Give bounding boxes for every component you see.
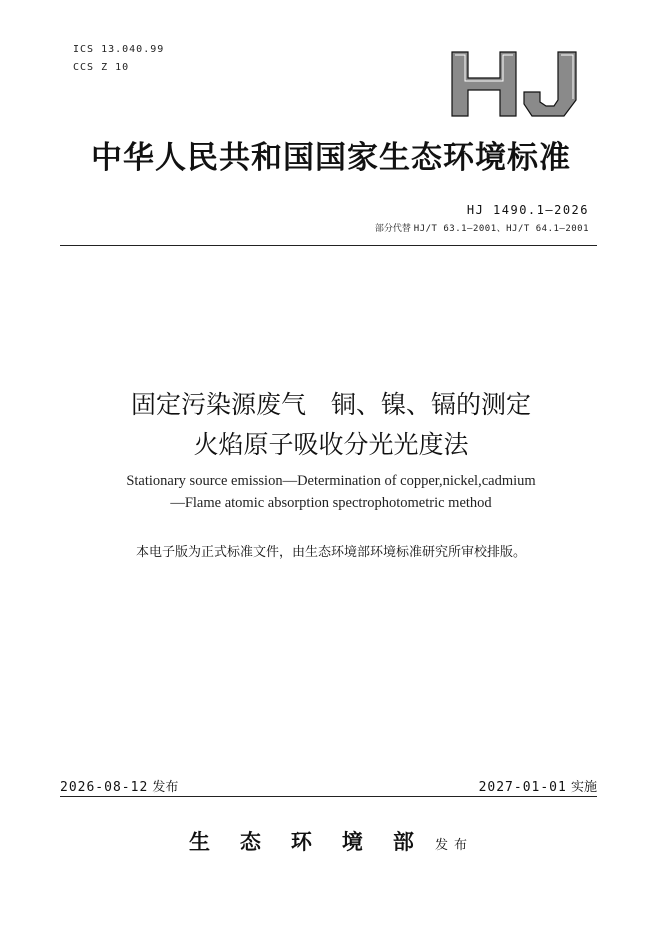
title-en-line-1: Stationary source emission—Determination of copper,nickel,cadmium: [126, 473, 536, 489]
issue-label: 发布: [152, 780, 179, 795]
issue-date: 2026-08-12: [60, 780, 149, 795]
replace-label: 部分代替: [374, 224, 411, 234]
replace-note: [375, 221, 589, 234]
title-zh-line-1: 固定污染源废气 铜、镍、镉的测定: [130, 390, 531, 419]
footer-divider: [60, 796, 597, 797]
header-divider: [60, 245, 597, 246]
title-en-line-2: —Flame atomic absorption spectrophotometric method: [170, 495, 492, 511]
electronic-edition-notice: 本电子版为正式标准文件，由生态环境部环境标准研究所审校排版。: [135, 545, 526, 560]
replace-codes: HJ/T 63.1—2001、HJ/T 64.1—2001: [413, 224, 589, 234]
title-zh-line-2: 火焰原子吸收分光光度法: [193, 430, 469, 459]
issuer-name: 生态环境部: [188, 829, 444, 854]
implement-date: 2027-01-01: [478, 780, 567, 795]
organization-title: 中华人民共和国国家生态环境标准: [91, 140, 571, 176]
issuer-row: [0, 826, 662, 856]
issuer-suffix: 发布: [435, 838, 474, 853]
standard-number: HJ 1490.1—2026: [466, 203, 589, 217]
implement-label: 实施: [570, 780, 597, 795]
hj-logo: [448, 48, 582, 120]
issue-date-row: [60, 776, 178, 795]
ics-code: ICS 13.040.99: [73, 44, 165, 55]
implement-date-row: [479, 776, 597, 795]
ccs-code: CCS Z 10: [73, 62, 130, 73]
